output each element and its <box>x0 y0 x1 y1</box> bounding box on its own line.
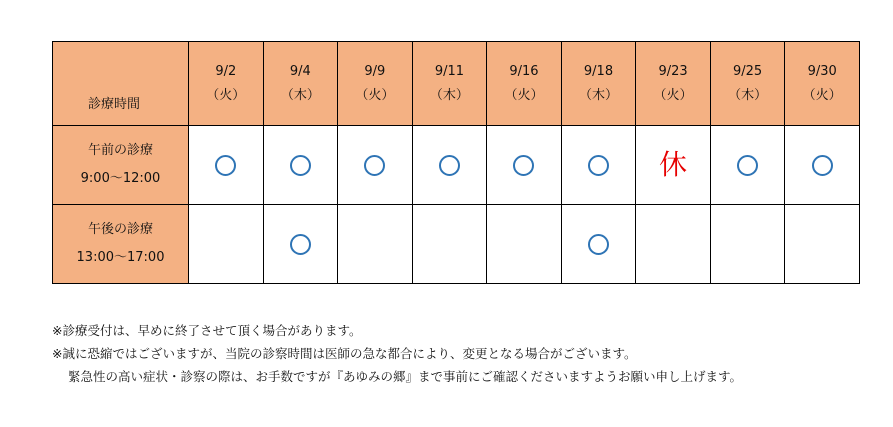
row-label <box>53 205 189 284</box>
status-cell <box>263 126 338 205</box>
date-header-4 <box>487 42 562 126</box>
status-cell <box>710 126 785 205</box>
date-header-3 <box>412 42 487 126</box>
status-cell <box>710 205 785 284</box>
status-cell <box>487 205 562 284</box>
circle-icon <box>439 155 460 176</box>
status-cell <box>785 205 860 284</box>
status-cell <box>189 126 264 205</box>
afternoon-row <box>53 205 860 284</box>
status-cell <box>412 205 487 284</box>
status-cell <box>412 126 487 205</box>
status-cell <box>338 126 413 205</box>
date-label: 9/9 <box>364 63 386 79</box>
day-label: （火） <box>206 87 246 103</box>
day-label: （木） <box>280 87 320 103</box>
status-cell <box>338 205 413 284</box>
day-label: （木） <box>728 87 768 103</box>
header-row <box>53 42 860 126</box>
corner-label: 診療時間 <box>88 97 141 112</box>
date-label: 9/25 <box>733 63 763 79</box>
day-label: （火） <box>504 87 544 103</box>
date-header-0 <box>189 42 264 126</box>
session-name: 午前の診療 <box>87 143 153 158</box>
morning-row <box>53 126 860 205</box>
row-label <box>53 126 189 205</box>
session-hours: 13:00～17:00 <box>76 250 165 265</box>
notes <box>52 319 742 388</box>
circle-icon <box>290 234 311 255</box>
day-label: （木） <box>429 87 469 103</box>
date-header-8 <box>785 42 860 126</box>
session-hours: 9:00～12:00 <box>80 171 161 186</box>
date-header-5 <box>561 42 636 126</box>
session-name: 午後の診療 <box>87 222 153 237</box>
status-cell <box>636 205 711 284</box>
circle-icon <box>588 155 609 176</box>
date-header-7 <box>710 42 785 126</box>
date-header-1 <box>263 42 338 126</box>
date-label: 9/18 <box>583 63 614 79</box>
status-cell <box>561 205 636 284</box>
status-cell <box>263 205 338 284</box>
schedule-table <box>52 41 860 284</box>
day-label: （火） <box>355 87 395 103</box>
status-cell <box>561 126 636 205</box>
date-header-2 <box>338 42 413 126</box>
date-label: 9/23 <box>658 63 688 79</box>
day-label: （木） <box>579 87 619 103</box>
note-line-1: ※診療受付は、早めに終了させて頂く場合があります。 <box>52 323 362 338</box>
closed-mark: 休 <box>659 148 688 181</box>
circle-icon <box>737 155 758 176</box>
circle-icon <box>364 155 385 176</box>
day-label: （火） <box>653 87 693 103</box>
circle-icon <box>812 155 833 176</box>
circle-icon <box>215 155 236 176</box>
note-line-2: ※誠に恐縮ではございますが、当院の診察時間は医師の急な都合により、変更となる場合がございます。 <box>52 346 637 361</box>
date-label: 9/11 <box>434 63 465 79</box>
status-cell <box>785 126 860 205</box>
note-line-3: 緊急性の高い症状・診察の際は、お手数ですが『あゆみの郷』まで事前にご確認くださいますようお願い申し上げます。 <box>68 369 743 384</box>
date-label: 9/30 <box>807 63 837 79</box>
date-header-6 <box>636 42 711 126</box>
circle-icon <box>513 155 534 176</box>
corner-cell <box>53 42 189 126</box>
circle-icon <box>290 155 311 176</box>
date-label: 9/2 <box>215 63 237 79</box>
date-label: 9/4 <box>289 63 311 79</box>
date-label: 9/16 <box>509 63 539 79</box>
day-label: （火） <box>802 87 842 103</box>
status-cell <box>189 205 264 284</box>
status-cell <box>487 126 562 205</box>
status-cell <box>636 126 711 205</box>
circle-icon <box>588 234 609 255</box>
